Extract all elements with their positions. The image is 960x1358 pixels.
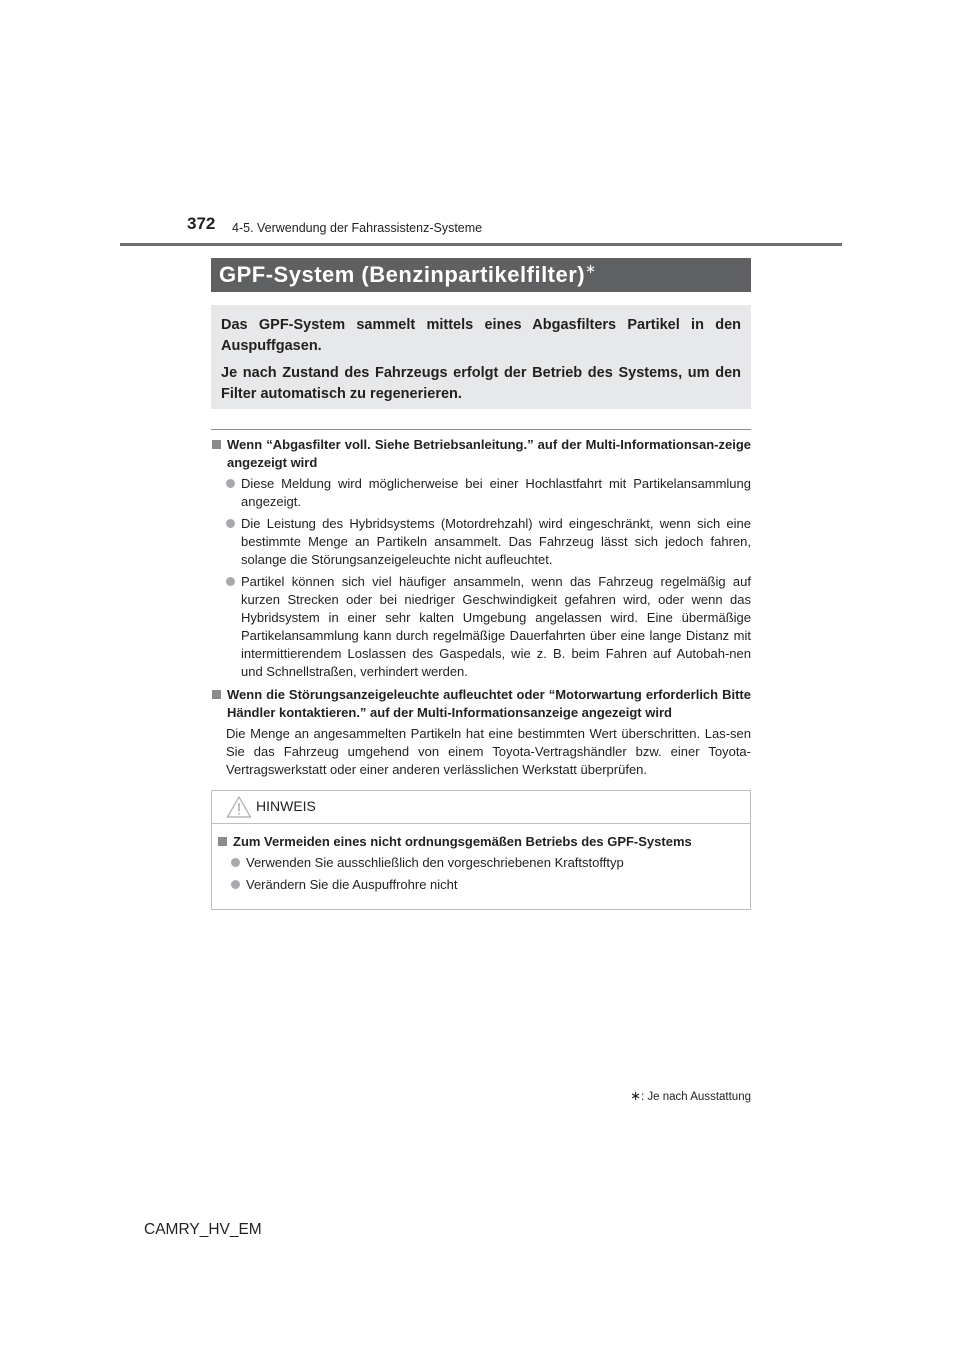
section-abgasfilter-voll [211,436,751,681]
round-bullet-icon [231,880,240,889]
page-number: 372 [187,214,216,233]
header-rule [120,243,842,246]
chapter-title: 4-5. Verwendung der Fahrassistenz-Systeme [232,221,483,235]
note-body [212,833,750,898]
footer-code: CAMRY_HV_EM [144,1221,262,1238]
section-heading: Wenn “Abgasfilter voll. Siehe Betriebsanleitung.” auf der Multi-Informationsan-zeige angezeigt wird [211,436,751,472]
section-paragraph: Die Menge an angesammelten Partikeln hat eine bestimmten Wert überschritten. Las-sen Sie das Fahrzeug umgehend von einem Toyota-Vertragshändler bzw. einer Toyota-Vertragswerkstatt oder einer anderen verlässlichen Werkstatt überprüfen. [226,726,751,777]
footnote [630,1088,751,1104]
list-item: Partikel können sich viel häufiger ansammeln, wenn das Fahrzeug regelmäßig auf kurzen Strecken oder bei niedriger Geschwindigkeit gefahren wird, oder wenn das Hybridsystem in einer sehr kalten Umgebung angelassen wird. Eine übermäßige Partikelansammlung kann durch regelmäßige Dauerfahrten über eine lange Distanz mit intermittierendem Loslassen des Gaspedals, wie z. B. beim Fahren auf Autobah-nen und Schnellstraßen, verhindert werden. [211,573,751,681]
intro-paragraph: Je nach Zustand des Fahrzeugs erfolgt der Betrieb des Systems, um den Filter automatisch zu regenerieren. [221,365,741,402]
note-heading: Zum Vermeiden eines nicht ordnungsgemäßen Betriebs des GPF-Systems [212,833,750,851]
note-header [212,791,750,824]
separator-rule [211,429,751,430]
section-title: GPF-System (Benzinpartikelfilter) [219,262,586,287]
title-footnote-marker: ∗ [585,261,597,276]
note-box [211,790,751,910]
intro-box [211,305,751,409]
section-title-bar [211,258,751,292]
round-bullet-icon [231,858,240,867]
round-bullet-icon [226,577,235,586]
intro-paragraph: Das GPF-System sammelt mittels eines Abgasfilters Partikel in den Auspuffgasen. [221,317,741,354]
section-heading: Wenn die Störungsanzeigeleuchte aufleuchtet oder “Motorwartung erforderlich Bitte Händler kontaktieren.” auf der Multi-Informationsanzeige angezeigt wird [211,686,751,722]
square-bullet-icon [212,440,221,449]
note-label: HINWEIS [256,798,316,814]
list-item: Die Leistung des Hybridsystems (Motordrehzahl) wird eingeschränkt, wenn sich eine bestimmte Menge an Partikeln ansammelt. Das Fahrzeug lässt sich jedoch fahren, solange die Störungsanzeigeleuchte nicht aufleuchtet. [211,515,751,569]
section-stoerungsanzeige [211,686,751,779]
round-bullet-icon [226,479,235,488]
square-bullet-icon [218,837,227,846]
list-item: Verwenden Sie ausschließlich den vorgeschriebenen Kraftstofftyp [212,854,750,872]
warning-triangle-icon [226,795,252,819]
footnote-marker: ∗ [630,1088,642,1103]
round-bullet-icon [226,519,235,528]
main-content [211,436,751,779]
footnote-text: : Je nach Ausstattung [641,1091,751,1103]
list-item: Diese Meldung wird möglicherweise bei einer Hochlastfahrt mit Partikelansammlung angezeigt. [211,475,751,511]
list-item: Verändern Sie die Auspuffrohre nicht [212,876,750,894]
square-bullet-icon [212,690,221,699]
